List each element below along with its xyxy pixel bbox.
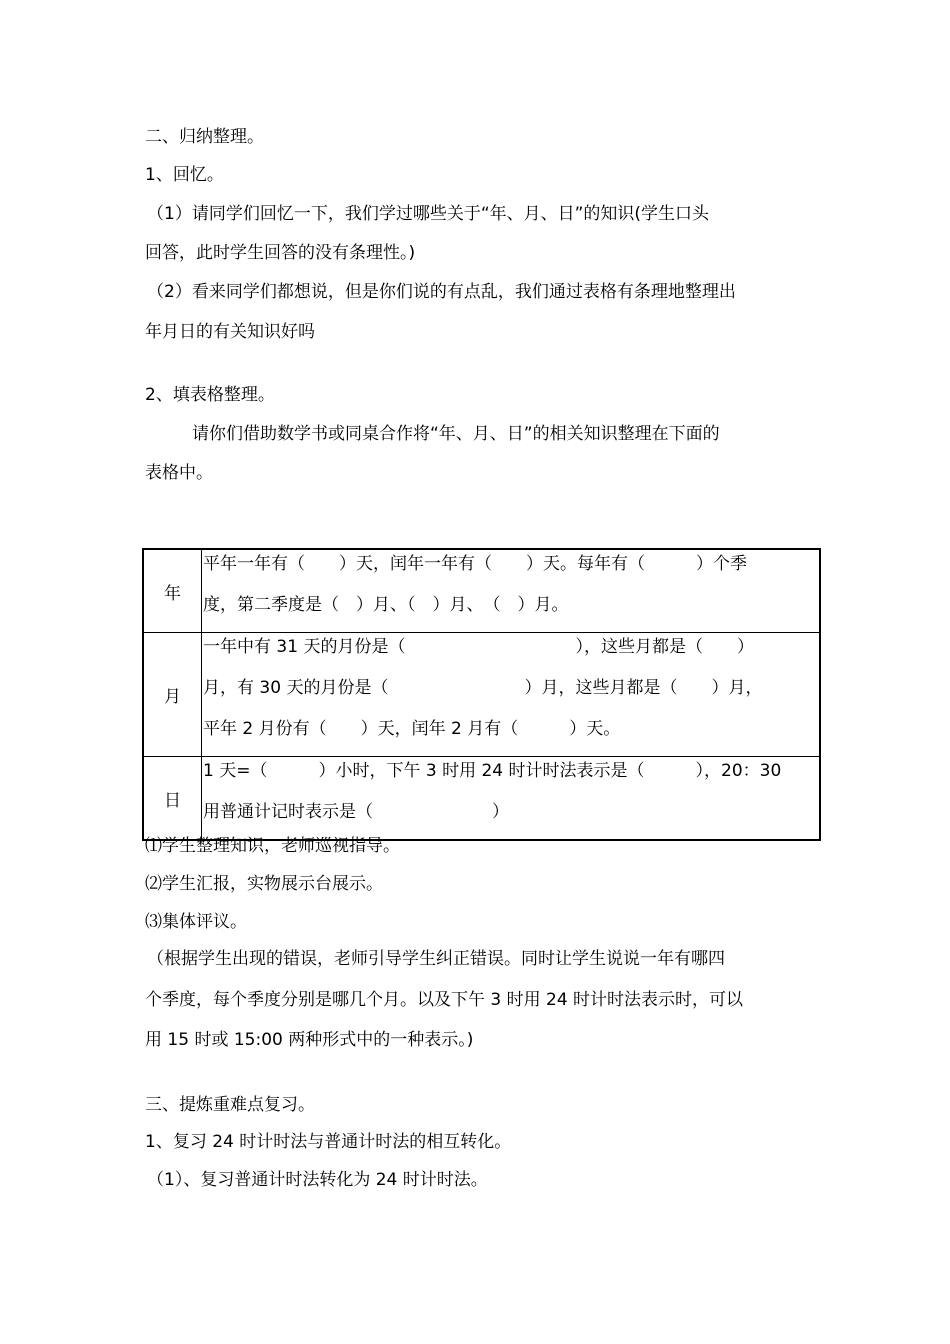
table-row-day <box>143 757 820 841</box>
table-cell-line: 用普通计记时表示是（ ） <box>203 802 509 822</box>
step-1: ⑴学生整理知识，老师巡视指导。 <box>145 836 400 856</box>
table-cell-line: 平年一年有（ ）天，闰年一年有（ ）天。每年有（ ）个季 <box>203 554 747 574</box>
section3-heading: 三、提炼重难点复习。 <box>145 1095 315 1115</box>
table-row-month <box>143 633 820 757</box>
knowledge-table <box>142 548 821 841</box>
note-line-1: （根据学生出现的错误，老师引导学生纠正错误。同时让学生说说一年有哪四 <box>147 949 725 969</box>
section2-heading: 二、归纳整理。 <box>145 127 264 147</box>
paragraph-1-line-1: （1）请同学们回忆一下，我们学过哪些关于“年、月、日”的知识(学生口头 <box>147 204 710 224</box>
table-row-body <box>202 633 821 757</box>
paragraph-1-line-2: 回答，此时学生回答的没有条理性。) <box>145 243 416 263</box>
note-line-3: 用 15 时或 15:00 两种形式中的一种表示。) <box>145 1030 474 1050</box>
step-3: ⑶集体评议。 <box>145 912 247 932</box>
step-2: ⑵学生汇报，实物展示台展示。 <box>145 874 383 894</box>
table-cell-line: 一年中有 31 天的月份是（ ），这些月都是（ ） <box>203 637 754 657</box>
table-row-head: 日 <box>143 757 202 841</box>
item2-fill-table: 2、填表格整理。 <box>145 385 275 405</box>
table-row-head: 年 <box>143 549 202 633</box>
table-row-head: 月 <box>143 633 202 757</box>
table-cell-line: 平年 2 月份有（ ）天，闰年 2 月有（ ）天。 <box>203 719 621 739</box>
paragraph-2-line-2: 年月日的有关知识好吗 <box>145 322 315 342</box>
table-cell-line: 度，第二季度是（ ）月、（ ）月、 （ ）月。 <box>203 595 569 615</box>
table-row-body <box>202 549 821 633</box>
note-line-2: 个季度，每个季度分别是哪几个月。以及下午 3 时用 24 时计时法表示时，可以 <box>145 990 744 1010</box>
table-cell-line: 1 天=（ ）小时，下午 3 时用 24 时计时法表示是（ ），20：30 <box>203 761 782 781</box>
item1-recall: 1、回忆。 <box>145 165 224 185</box>
section3-item1: 1、复习 24 时计时法与普通计时法的相互转化。 <box>145 1132 512 1152</box>
paragraph-2-line-1: （2）看来同学们都想说，但是你们说的有点乱，我们通过表格有条理地整理出 <box>147 282 736 302</box>
table-row-year <box>143 549 820 633</box>
paragraph-3-line-1: 请你们借助数学书或同桌合作将“年、月、日”的相关知识整理在下面的 <box>192 424 720 444</box>
table-cell-line: 月，有 30 天的月份是（ ）月，这些月都是（ ）月， <box>203 678 763 698</box>
section3-item1-sub: （1）、复习普通计时法转化为 24 时计时法。 <box>147 1170 488 1190</box>
paragraph-3-line-2: 表格中。 <box>145 463 213 483</box>
table-row-body <box>202 757 821 841</box>
